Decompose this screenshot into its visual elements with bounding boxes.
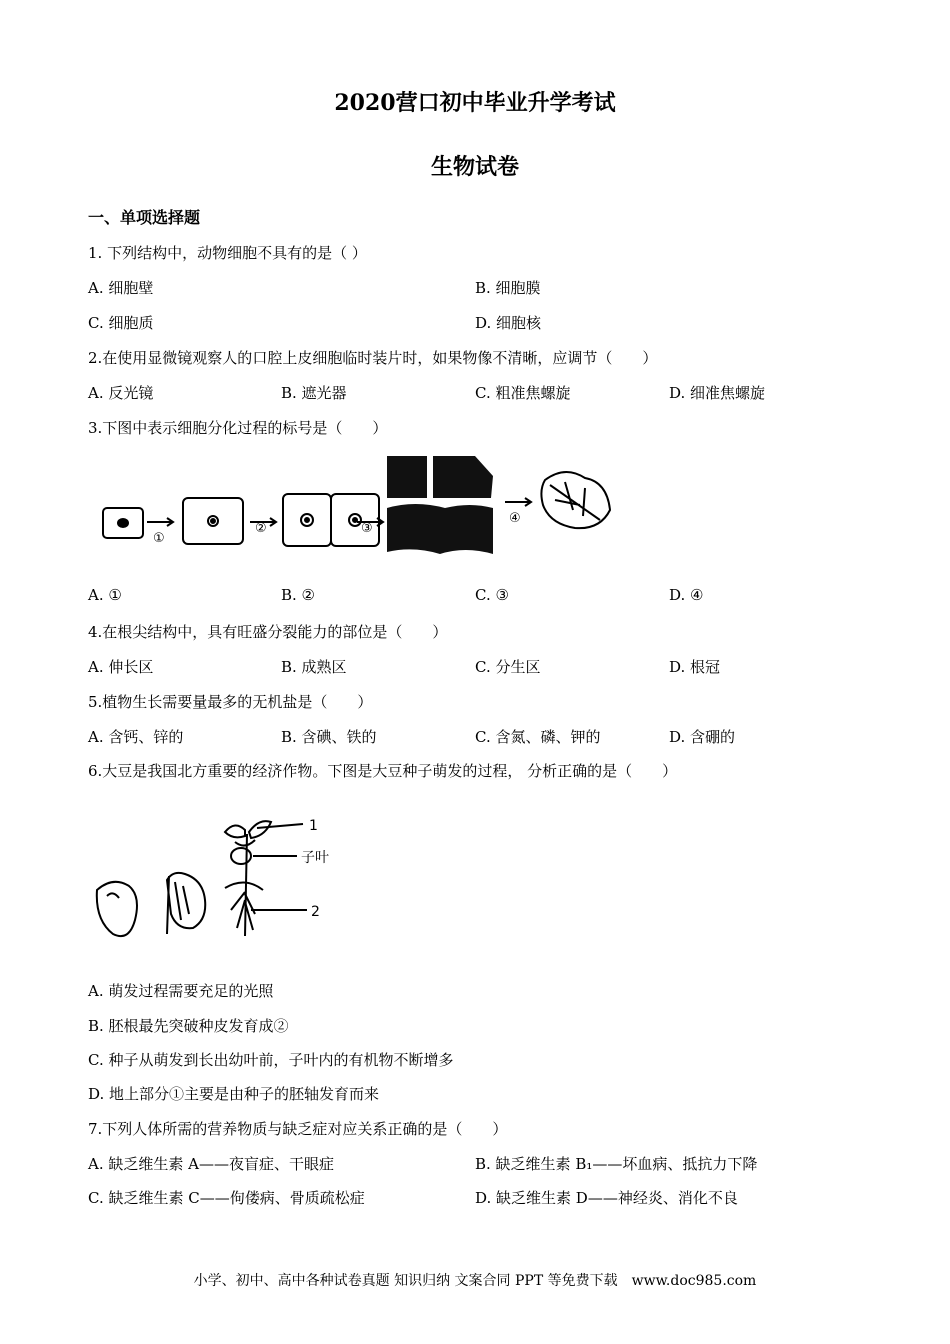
question-3-option-d: D. ④ <box>669 586 704 604</box>
question-7-stem: 7.下列人体所需的营养物质与缺乏症对应关系正确的是（ ） <box>88 1120 508 1138</box>
question-2-option-d: D. 细准焦螺旋 <box>669 384 766 402</box>
question-5-option-c: C. 含氮、磷、钾的 <box>475 728 601 746</box>
question-3-option-c: C. ③ <box>475 586 509 604</box>
question-1-option-a: A. 细胞壁 <box>88 279 154 297</box>
figure2-label-1: 1 <box>309 818 318 834</box>
question-1-option-c: C. 细胞质 <box>88 314 154 332</box>
figure2-label-2: 2 <box>311 904 320 920</box>
question-7-option-d: D. 缺乏维生素 D——神经炎、消化不良 <box>475 1189 738 1207</box>
question-4-option-d: D. 根冠 <box>669 658 721 676</box>
question-2-option-a: A. 反光镜 <box>88 384 154 402</box>
question-3-option-b: B. ② <box>281 586 316 604</box>
question-5-option-a: A. 含钙、锌的 <box>88 728 184 746</box>
question-4-option-a: A. 伸长区 <box>88 658 154 676</box>
question-1-option-b: B. 细胞膜 <box>475 279 541 297</box>
question-2-option-c: C. 粗准焦螺旋 <box>475 384 571 402</box>
question-6-option-a: A. 萌发过程需要充足的光照 <box>88 982 274 1000</box>
soybean-germination-figure <box>85 810 365 950</box>
question-1-option-d: D. 细胞核 <box>475 314 542 332</box>
question-6-option-d: D. 地上部分①主要是由种子的胚轴发育而来 <box>88 1085 380 1103</box>
question-1-stem: 1. 下列结构中，动物细胞不具有的是（ ） <box>88 244 367 262</box>
figure1-label-4: ④ <box>509 511 521 526</box>
section-heading: 一、单项选择题 <box>88 208 201 227</box>
question-7-option-c: C. 缺乏维生素 C——佝偻病、骨质疏松症 <box>88 1189 365 1207</box>
question-5-option-d: D. 含硼的 <box>669 728 736 746</box>
page-footer: 小学、初中、高中各种试卷真题 知识归纳 文案合同 PPT 等免费下载 www.doc985.com <box>193 1273 757 1289</box>
question-3-stem: 3.下图中表示细胞分化过程的标号是（ ） <box>88 419 388 437</box>
figure1-label-1: ① <box>153 531 165 546</box>
question-4-stem: 4.在根尖结构中，具有旺盛分裂能力的部位是（ ） <box>88 623 448 641</box>
question-5-stem: 5.植物生长需要量最多的无机盐是（ ） <box>88 693 373 711</box>
figure1-label-2: ② <box>255 521 267 536</box>
question-3-option-a: A. ① <box>88 586 122 604</box>
question-7-option-a: A. 缺乏维生素 A——夜盲症、干眼症 <box>88 1155 334 1173</box>
figure2-label-cotyledon: 子叶 <box>301 850 329 866</box>
cell-differentiation-figure <box>95 450 625 560</box>
question-6-option-b: B. 胚根最先突破种皮发育成② <box>88 1017 289 1035</box>
exam-subtitle: 生物试卷 <box>430 154 519 180</box>
question-6-option-c: C. 种子从萌发到长出幼叶前，子叶内的有机物不断增多 <box>88 1051 454 1069</box>
question-4-option-c: C. 分生区 <box>475 658 541 676</box>
question-2-option-b: B. 遮光器 <box>281 384 347 402</box>
exam-title: 2020营口初中毕业升学考试 <box>334 90 616 116</box>
question-4-option-b: B. 成熟区 <box>281 658 347 676</box>
question-6-stem: 6.大豆是我国北方重要的经济作物。下图是大豆种子萌发的过程， 分析正确的是（ ） <box>88 762 678 780</box>
question-2-stem: 2.在使用显微镜观察人的口腔上皮细胞临时装片时，如果物像不清晰，应调节（ ） <box>88 349 658 367</box>
figure1-label-3: ③ <box>361 521 373 536</box>
question-7-option-b: B. 缺乏维生素 B₁——坏血病、抵抗力下降 <box>475 1155 758 1173</box>
question-5-option-b: B. 含碘、铁的 <box>281 728 377 746</box>
